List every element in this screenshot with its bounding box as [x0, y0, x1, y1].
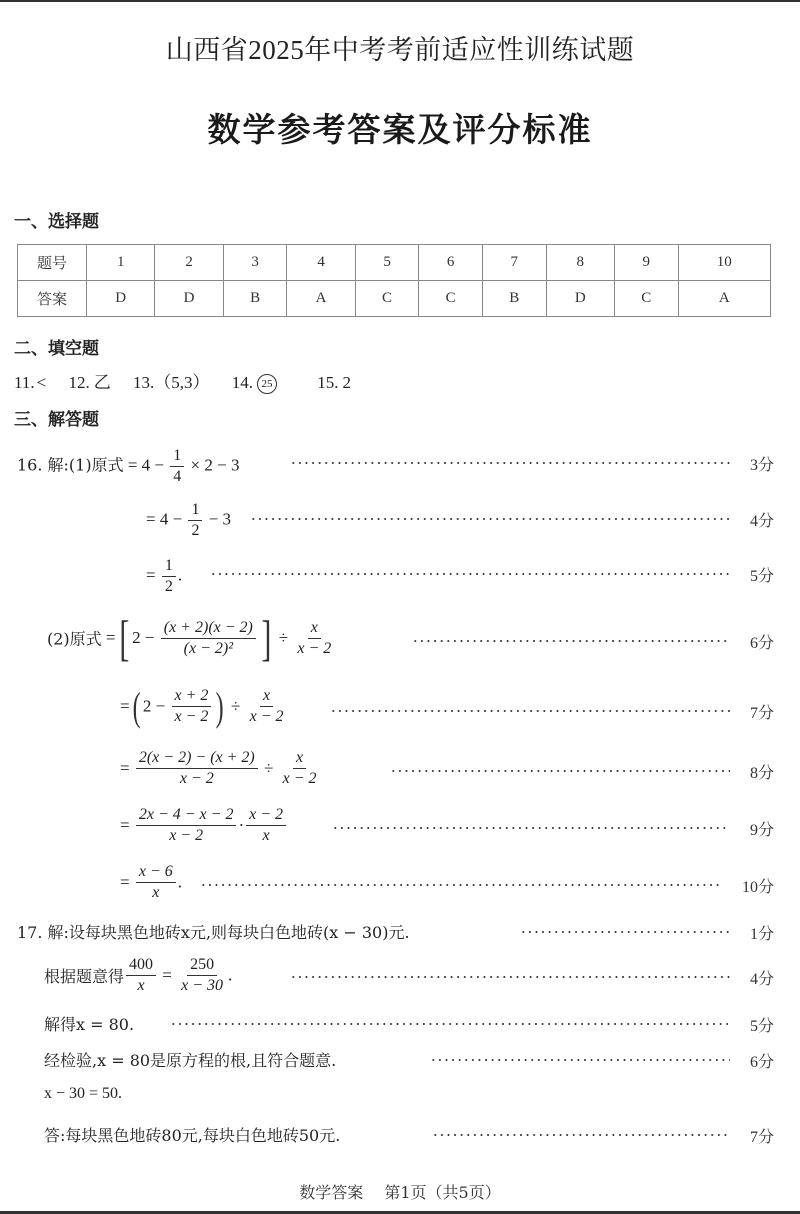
dot-leader — [250, 518, 730, 520]
dot-leader — [520, 931, 730, 933]
question-number: 10 — [678, 245, 770, 281]
fraction: $\frac{2x - 4 - x - 2}{x - 2}$ — [136, 805, 237, 846]
section-fill-heading: 二、填空题 — [14, 339, 99, 359]
fill-item-12: 12. 乙 — [68, 373, 111, 392]
question-number: 9 — [614, 245, 678, 281]
q17-line4: 经检验,x = 80是原方程的根,且符合题意. — [44, 1051, 337, 1070]
score-label: 7分 — [749, 1129, 774, 1146]
score-label: 8分 — [749, 765, 774, 782]
q16-part1-line1: 16. 解:(1)原式 = 4 − $\frac{1}{4}$ × 2 − 3 — [17, 447, 240, 485]
answer-cell: C — [355, 281, 419, 317]
score-label: 5分 — [749, 1018, 774, 1035]
q17-line1: 17. 解:设每块黑色地砖x元,则每块白色地砖(x − 30)元. — [17, 923, 410, 942]
answer-cell: C — [614, 281, 678, 317]
answer-cell: B — [482, 281, 546, 317]
answer-cell: D — [87, 281, 155, 317]
table-row-numbers — [18, 245, 771, 281]
answer-cell: D — [546, 281, 614, 317]
fraction: $\frac{(x + 2)(x - 2)}{\text{(x − 2)²}}$ — [161, 618, 256, 659]
score-label: 10分 — [741, 879, 774, 896]
page-footer — [0, 1180, 800, 1203]
question-number: 1 — [87, 245, 155, 281]
score-label: 3分 — [749, 457, 774, 474]
dot-leader — [290, 976, 730, 978]
score-label: 5分 — [749, 568, 774, 585]
q17-line2: 根据题意得 $\frac{400}{x}$ = $\frac{250}{x - 30}$ . — [44, 956, 233, 994]
score-label: 4分 — [749, 513, 774, 530]
dot-leader — [290, 462, 730, 464]
dot-leader — [210, 573, 730, 575]
q16-part1-line3: = $\frac{1}{2}$ . — [146, 557, 183, 595]
fill-item-11: 11. < — [14, 373, 47, 392]
dot-leader — [412, 640, 730, 642]
dot-leader — [332, 827, 730, 829]
answer-cell: A — [287, 281, 355, 317]
q16-part2-line4: = $\frac{2x - 4 - x - 2}{x - 2}$ · $\frac{x - 2}{x}$ — [120, 805, 288, 846]
q16-part1-line2: = 4 − $\frac{1}{2}$ − 3 — [146, 501, 232, 539]
fraction: $\frac{250}{x - 30}$ — [181, 956, 224, 994]
dot-leader — [390, 770, 730, 772]
table-row-answers — [18, 281, 771, 317]
question-number: 6 — [419, 245, 483, 281]
question-number: 3 — [223, 245, 287, 281]
q16-part2-line1: (2)原式 =[ 2 − $\frac{(x + 2)(x - 2)}{\text{(x − 2)²}}$ ] ÷ $\frac{x}{x - 2}$ — [47, 613, 336, 663]
fraction: $\frac{1}{4}$ — [170, 446, 184, 487]
dot-leader — [432, 1134, 730, 1136]
section-choice-heading: 一、选择题 — [14, 212, 99, 232]
score-label: 9分 — [749, 822, 774, 839]
dot-leader — [170, 1023, 730, 1025]
q16-part2-line3: = $\frac{2(x - 2) - (x + 2)}{x - 2}$ ÷ $\frac{x}{x - 2}$ — [120, 748, 322, 789]
choice-answer-table — [17, 244, 771, 317]
document-title: 数学参考答案及评分标准 — [207, 110, 593, 149]
question-number: 8 — [546, 245, 614, 281]
fraction: $\frac{x - 6}{x}$ — [136, 862, 176, 903]
score-label: 6分 — [749, 635, 774, 652]
score-label: 7分 — [749, 705, 774, 722]
circled-number: 25 — [257, 374, 277, 394]
answer-cell: A — [678, 281, 770, 317]
answer-cell: B — [223, 281, 287, 317]
q17-line5: x − 30 = 50. — [44, 1085, 123, 1102]
fill-item-14: 14. 25 — [232, 373, 295, 392]
fraction: $\frac{400}{x}$ — [126, 955, 156, 996]
dot-leader — [330, 710, 730, 712]
fraction: $\frac{x}{x - 2}$ — [297, 618, 332, 657]
q17-line3: 解得x = 80. — [44, 1015, 135, 1034]
row-label: 答案 — [18, 281, 87, 317]
exam-title: 山西省2025年中考考前适应性训练试题 — [165, 35, 635, 65]
score-label: 4分 — [749, 971, 774, 988]
fill-item-15: 15. 2 — [317, 373, 351, 392]
section-solve-heading: 三、解答题 — [14, 410, 99, 430]
question-number: 4 — [287, 245, 355, 281]
answer-cell: C — [419, 281, 483, 317]
score-label: 1分 — [749, 926, 774, 943]
fraction: $\frac{1}{2}$ — [162, 556, 176, 597]
page-number: 第1页（共5页） — [384, 1183, 501, 1202]
dot-leader — [430, 1059, 730, 1061]
dot-leader — [200, 884, 720, 886]
footer-subject: 数学答案 — [299, 1183, 364, 1202]
q17-answer: 答:每块黑色地砖80元,每块白色地砖50元. — [44, 1126, 341, 1145]
fraction: $\frac{1}{2}$ — [188, 500, 202, 541]
fraction: $\frac{2(x - 2) - (x + 2)}{x - 2}$ — [136, 748, 258, 789]
score-label: 6分 — [749, 1054, 774, 1071]
fraction: $\frac{x}{x - 2}$ — [249, 687, 284, 725]
fill-item-13: 13.（5,3） — [132, 373, 210, 392]
top-border — [0, 0, 800, 2]
row-label: 题号 — [18, 245, 87, 281]
fraction: $\frac{x + 2}{x - 2}$ — [172, 686, 212, 727]
question-number: 5 — [355, 245, 419, 281]
question-number: 2 — [155, 245, 223, 281]
fraction: $\frac{x - 2}{x}$ — [246, 805, 286, 846]
q16-part2-line2: =( 2 − $\frac{x + 2}{x - 2}$ ) ÷ $\frac{x}{x - 2}$ — [120, 686, 289, 727]
question-number: 7 — [482, 245, 546, 281]
fraction: $\frac{x}{x - 2}$ — [282, 749, 317, 787]
fill-answers — [14, 368, 369, 394]
q16-part2-line5: = $\frac{x - 6}{x}$ . — [120, 863, 182, 901]
answer-cell: D — [155, 281, 223, 317]
